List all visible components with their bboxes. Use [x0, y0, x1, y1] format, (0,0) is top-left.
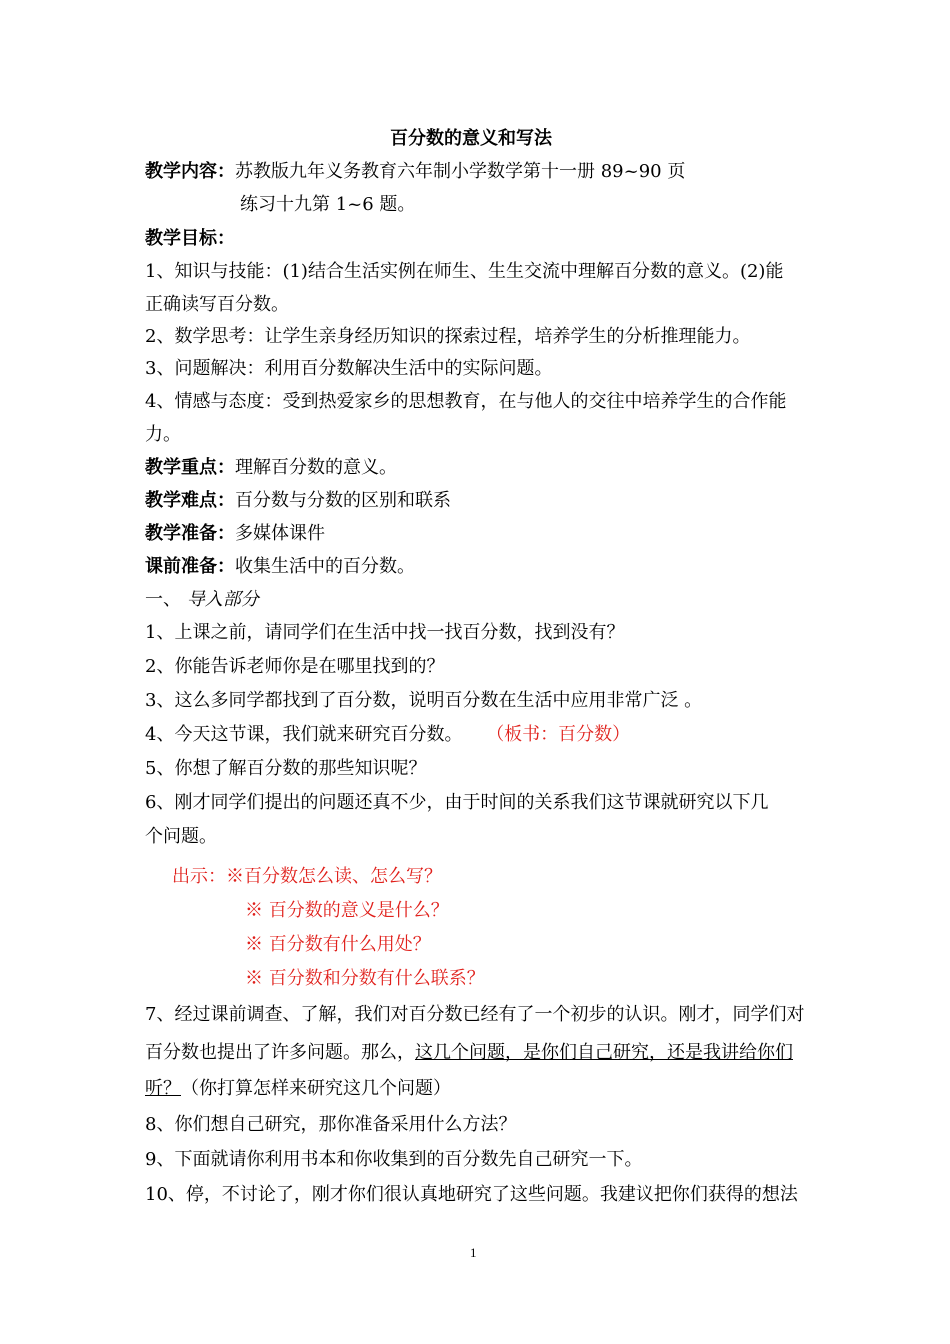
- pre-class-text: 收集生活中的百分数。: [235, 556, 415, 577]
- content-line: [145, 155, 685, 189]
- difficulty-text: 百分数与分数的区别和联系: [235, 490, 451, 511]
- show-item-1: 出示：※百分数怎么读、怎么写？: [172, 866, 442, 887]
- step-5: 5、你想了解百分数的那些知识呢？: [145, 758, 427, 779]
- key-point-line: [145, 451, 397, 485]
- key-point-label: 教学重点：: [145, 457, 235, 478]
- pre-class-line: [145, 550, 415, 584]
- step-7c: [145, 1072, 451, 1106]
- goal-4b: 力。: [145, 424, 181, 445]
- goal-4a: 4、情感与态度：受到热爱家乡的思想教育，在与他人的交往中培养学生的合作能: [145, 391, 787, 412]
- step-7b-text: 百分数也提出了许多问题。那么，: [145, 1042, 415, 1063]
- board-note: （板书：百分数）: [486, 724, 631, 745]
- step-4-text: 4、今天这节课，我们就来研究百分数。: [145, 724, 463, 745]
- goals-label: 教学目标：: [145, 228, 235, 249]
- step-3: 3、这么多同学都找到了百分数，说明百分数在生活中应用非常广泛 。: [145, 690, 703, 711]
- section-title: 导入部分: [186, 589, 259, 610]
- content-text-2: 练习十九第 1~6 题。: [240, 194, 416, 215]
- step-7c-text: （你打算怎样来研究这几个问题）: [181, 1078, 451, 1099]
- preparation-label: 教学准备：: [145, 523, 235, 544]
- show-item-2: ※ 百分数的意义是什么？: [245, 900, 449, 921]
- step-7b-underlined: 这几个问题，是你们自己研究，还是我讲给你们: [415, 1042, 793, 1063]
- content-label: 教学内容：: [145, 161, 235, 182]
- step-4: [145, 718, 630, 752]
- step-9: 9、下面就请你利用书本和你收集到的百分数先自己研究一下。: [145, 1149, 643, 1170]
- difficulty-label: 教学难点：: [145, 490, 235, 511]
- show-item-4: ※ 百分数和分数有什么联系？: [245, 968, 485, 989]
- section-number: 一、: [145, 589, 181, 610]
- step-6b: 个问题。: [145, 826, 217, 847]
- page-number: 1: [470, 1245, 477, 1260]
- content-text: 苏教版九年义务教育六年制小学数学第十一册 89~90 页: [235, 161, 686, 182]
- step-7c-underlined: 听？: [145, 1078, 181, 1099]
- step-7b: [145, 1036, 793, 1070]
- goal-2: 2、数学思考：让学生亲身经历知识的探索过程，培养学生的分析推理能力。: [145, 326, 751, 347]
- preparation-line: [145, 517, 325, 551]
- step-2: 2、你能告诉老师你是在哪里找到的？: [145, 656, 445, 677]
- key-point-text: 理解百分数的意义。: [235, 457, 397, 478]
- section-heading: [145, 583, 259, 617]
- step-6a: 6、刚才同学们提出的问题还真不少，由于时间的关系我们这节课就研究以下几: [145, 792, 769, 813]
- preparation-text: 多媒体课件: [235, 523, 325, 544]
- goal-3: 3、问题解决：利用百分数解决生活中的实际问题。: [145, 358, 553, 379]
- step-8: 8、你们想自己研究，那你准备采用什么方法？: [145, 1114, 517, 1135]
- page-title: 百分数的意义和写法: [390, 128, 552, 149]
- step-10: 10、停，不讨论了，刚才你们很认真地研究了这些问题。我建议把你们获得的想法: [145, 1184, 798, 1205]
- show-item-3: ※ 百分数有什么用处？: [245, 934, 431, 955]
- step-1: 1、上课之前，请同学们在生活中找一找百分数，找到没有？: [145, 622, 625, 643]
- step-7a: 7、经过课前调查、了解，我们对百分数已经有了一个初步的认识。刚才，同学们对: [145, 1004, 805, 1025]
- difficulty-line: [145, 484, 451, 518]
- pre-class-label: 课前准备：: [145, 556, 235, 577]
- goal-1a: 1、知识与技能：(1)结合生活实例在师生、生生交流中理解百分数的意义。(2)能: [145, 261, 784, 282]
- goal-1b: 正确读写百分数。: [145, 294, 289, 315]
